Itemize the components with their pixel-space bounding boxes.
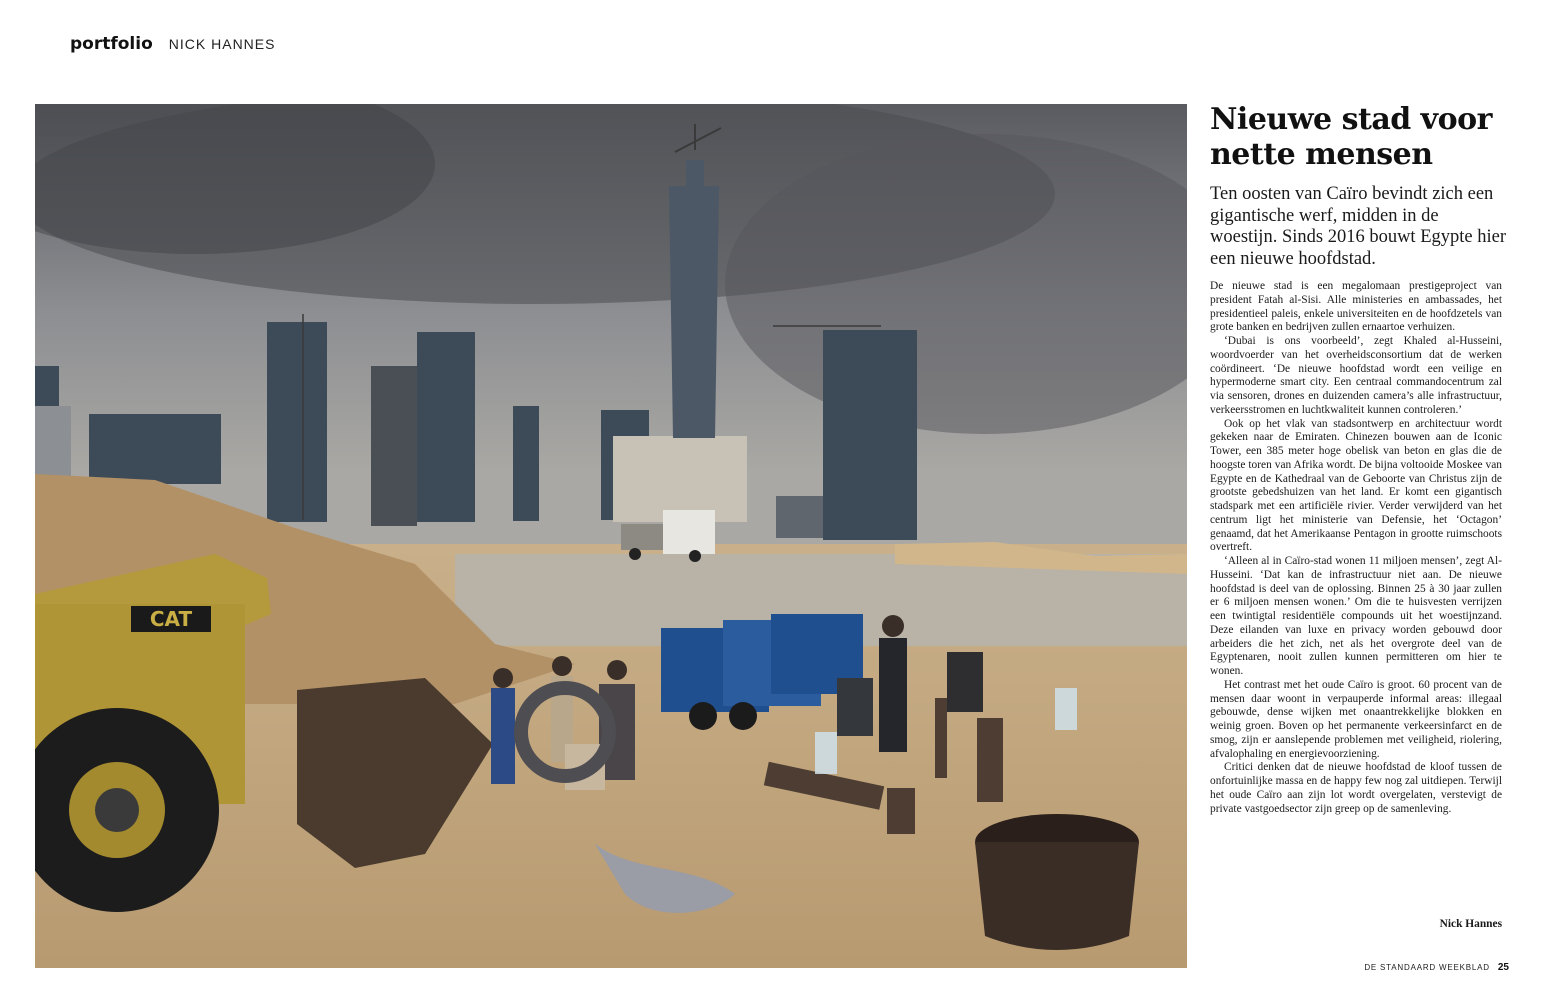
header-author: NICK HANNES	[168, 36, 276, 52]
article-body	[1210, 280, 1502, 816]
steel-pipe-ring	[975, 842, 1139, 950]
article-lead: Ten oosten van Caïro bevindt zich een gigantische werf, midden in de woestijn. Sinds 2016 bouwt Egypte hier een nieuwe hoofdstad.	[1210, 184, 1506, 269]
iconic-tower	[669, 186, 719, 438]
page-header	[70, 34, 275, 54]
water-jug	[1055, 688, 1077, 730]
body-paragraph: De nieuwe stad is een megalomaan prestigeproject van president Fatah al-Sisi. Alle ministeries en ambassades, het presidentieel paleis, enkele universiteiten en de hoofdzetels van grote banken en bedrijven zullen ernaartoe verhuizen.	[1210, 280, 1502, 334]
feature-photo	[35, 104, 1187, 968]
svg-text:CAT: CAT	[149, 607, 193, 631]
section-label: portfolio	[70, 34, 153, 54]
body-paragraph: Het contrast met het oude Caïro is groot. 60 procent van de mensen daar woont in verpauperde informal areas: illegaal gebouwde, dense wijken met onaantrekkelijke blokken en weinig groen. Boven op het permanente verkeersinfarct en de smog, zijn er aanslepende problemen met veiligheid, riolering, afvalophaling en energievoorziening.	[1210, 678, 1502, 760]
body-paragraph: Critici denken dat de nieuwe hoofdstad de kloof tussen de onfortuinlijke massa en de happy few nog zal uitdiepen. Terwijl het oude Caïro aan zijn lot wordt overgelaten, verstevigt de private vastgoedsector zijn greep op de samenleving.	[1210, 761, 1502, 815]
water-jug	[815, 732, 837, 774]
body-paragraph: Ook op het vlak van stadsontwerp en architectuur wordt gekeken naar de Emiraten. Chinezen bouwen aan de Iconic Tower, een 385 meter hoge obelisk van beton en glas die de hoogste toren van Afrika wordt. De bijna voltooide Moskee van Egypte en de Kathedraal van de Geboorte van Christus zijn de grootste gebedshuizen van het land. Er komt een gigantisch stadspark met een artificiële rivier. Verder verwijderd van het centrum ligt het ministerie van Defensie, het ‘Octagon’ genaamd, dat het Amerikaanse Pentagon in grootte ruimschoots overtreft.	[1210, 417, 1502, 554]
body-paragraph: ‘Alleen al in Caïro-stad wonen 11 miljoen mensen’, zegt Al-Husseini. ‘Dat kan de infrastructuur niet aan. De nieuwe hoofdstad is deel van de oplossing. Binnen 25 à 30 jaar zullen er 6 miljoen mensen wonen.’ Om die te huisvesten verrijzen een twintigtal residentiële compounds uit het woestijnzand. Deze eilanden van luxe en privacy worden gebouwd door arbeiders die het zich, net als het overgrote deel van de Egyptenaren, nooit zullen kunnen permitteren om hier te wonen.	[1210, 555, 1502, 677]
page-number: 25	[1497, 962, 1509, 973]
publication-name: DE STANDAARD WEEKBLAD	[1364, 963, 1490, 972]
page-footer	[1364, 962, 1509, 973]
construction-site-illustration	[35, 104, 1187, 968]
article-headline: Nieuwe stad voor nette mensen	[1210, 102, 1492, 172]
body-paragraph: ‘Dubai is ons voorbeeld’, zegt Khaled al-Husseini, woordvoerder van het overheidsconsortium dat de werken coördineert. ‘De nieuwe hoofdstad wordt een veilige en hypermoderne smart city. Een centraal commandocentrum zal via sensoren, drones en duizenden camera’s alle infrastructuur, verkeersstromen en luchtkwaliteit kunnen controleren.’	[1210, 335, 1502, 416]
article-byline: Nick Hannes	[1439, 918, 1502, 930]
